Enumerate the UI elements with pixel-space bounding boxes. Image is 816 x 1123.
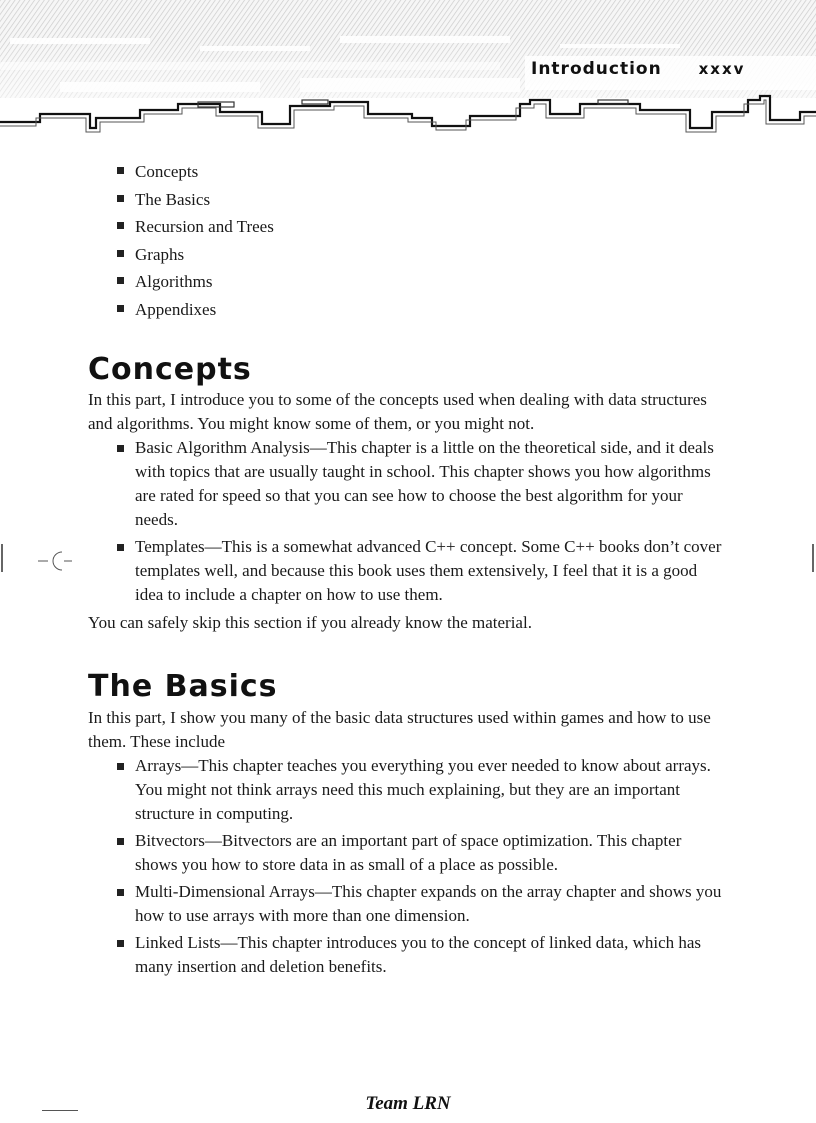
list-item: Linked Lists—This chapter introduces you to the concept of linked data, which has many insertion and deletion benefits. [88, 931, 728, 979]
registration-mark-icon [38, 548, 74, 574]
list-item: Basic Algorithm Analysis—This chapter is a little on the theoretical side, and it deals with topics that are usually taught in school. This chapter shows you how algorithms are rated for speed so that you can see how to choose the best algorithm for your needs. [88, 436, 728, 532]
concepts-list [88, 436, 728, 607]
list-item: The Basics [88, 186, 728, 214]
list-item: Algorithms [88, 268, 728, 296]
list-item: Graphs [88, 241, 728, 269]
page-body [88, 158, 728, 982]
list-item: Multi-Dimensional Arrays—This chapter expands on the array chapter and shows you how to use arrays with more than one dimension. [88, 880, 728, 928]
list-item: Concepts [88, 158, 728, 186]
crop-mark-right [806, 540, 816, 580]
list-item: Arrays—This chapter teaches you everything you ever needed to know about arrays. You might not think arrays need this much explaining, but they are an important structure in computing. [88, 754, 728, 826]
section-closing: You can safely skip this section if you already know the material. [88, 613, 532, 632]
list-item: Appendixes [88, 296, 728, 324]
header-title: Introduction [531, 59, 662, 79]
section-intro: In this part, I introduce you to some of the concepts used when dealing with data structures and algorithms. You might know some of them, or you might not. [88, 390, 707, 433]
footer-text: Team LRN [365, 1093, 451, 1114]
list-item: Bitvectors—Bitvectors are an important part of space optimization. This chapter shows you how to store data in as small of a place as possible. [88, 829, 728, 877]
running-header [531, 59, 745, 83]
section-intro: In this part, I show you many of the basic data structures used within games and how to use them. These include [88, 708, 711, 751]
section-heading-concepts: Concepts [88, 352, 252, 387]
list-item: Templates—This is a somewhat advanced C++ concept. Some C++ books don’t cover templates well, and because this book uses them extensively, I feel that it is a good idea to include a chapter on how to use them. [88, 535, 728, 607]
basics-list [88, 754, 728, 979]
crop-mark-left [0, 540, 12, 580]
section-heading-basics: The Basics [88, 669, 278, 704]
list-item: Recursion and Trees [88, 213, 728, 241]
part-list [88, 158, 728, 323]
page-number: xxxv [698, 60, 746, 78]
